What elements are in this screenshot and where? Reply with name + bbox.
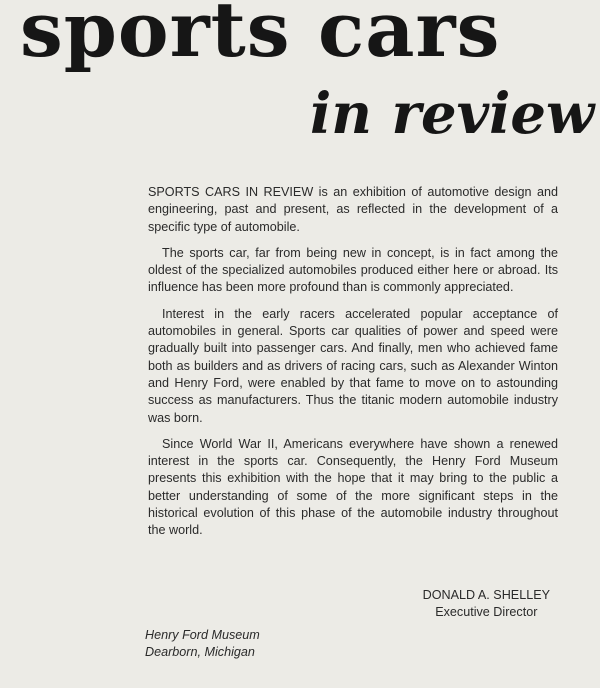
signature-role: Executive Director — [435, 605, 538, 619]
location-museum: Henry Ford Museum — [145, 628, 260, 642]
title-in-review: in review — [310, 81, 595, 147]
paragraph-postwar: Since World War II, Americans everywhere have shown a renewed interest in the sports car. Consequently, the Henry Ford Museum presents this exhibition with the hope that it may bring to the public a better understanding of some of the more significant steps in the historical evolution of this phase of the automobile industry throughout the world. — [148, 436, 558, 538]
title-sports-cars: sports cars — [20, 0, 501, 74]
location-block — [145, 627, 260, 661]
paragraph-concept: The sports car, far from being new in concept, is in fact among the oldest of the specialized automobiles produced either here or abroad. Its influence has been more profound than is commonly appreciated. — [148, 245, 558, 295]
signature-name: DONALD A. SHELLEY — [422, 588, 550, 602]
body-text — [148, 184, 558, 549]
paragraph-early-racers: Interest in the early racers accelerated popular acceptance of automobiles in general. Sports car qualities of power and speed were gradually built into passenger cars. And finally, men who achieved fame both as builders and as drivers of racing cars, such as Alexander Winton and Henry Ford, were enabled by that fame to move on to astounding success as manufacturers. Thus the titanic modern automobile industry was born. — [148, 306, 558, 425]
location-city: Dearborn, Michigan — [145, 645, 255, 659]
paragraph-intro: SPORTS CARS IN REVIEW is an exhibition of automotive design and engineering, past and present, as reflected in the development of a specific type of automobile. — [148, 185, 558, 234]
signature-block — [423, 587, 550, 621]
